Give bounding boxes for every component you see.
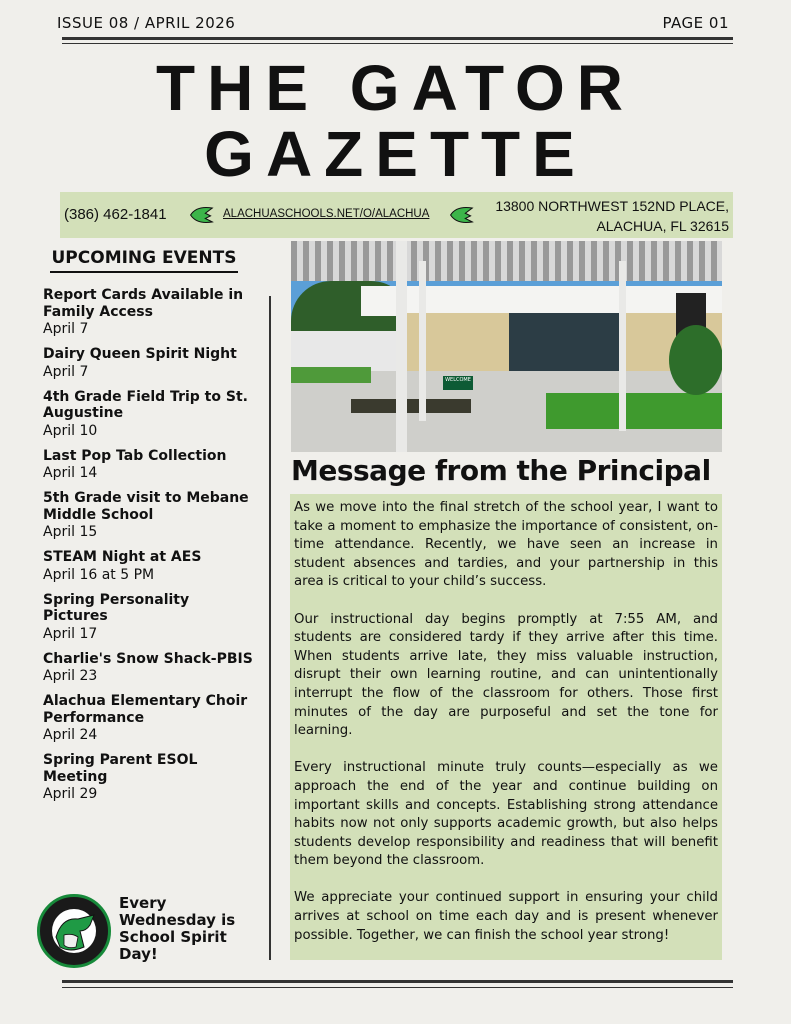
contact-bar [60, 192, 733, 238]
event-date: April 24 [43, 727, 98, 743]
event-item [43, 693, 258, 745]
message-paragraph: Our instructional day begins promptly at 7:55 AM, and students are considered tardy if they arrive after this time. When students arrive late, they miss valuable instruction, disrupt their own learning routine, and can unintentionally interrupt the flow of the classroom for others. Those first minutes of the day are purposeful and set the tone for learning. [294, 611, 718, 739]
event-name: Charlie's Snow Shack-PBIS [43, 650, 253, 667]
events-heading: UPCOMING EVENTS [50, 248, 238, 273]
event-name: Last Pop Tab Collection [43, 447, 227, 464]
message-paragraph: Every instructional minute truly counts—especially as we approach the end of the year and continue building on important skills and concepts. Establishing strong attendance habits now not only supports academic growth, but also helps students develop responsibility and readiness that will benefit them beyond the classroom. [294, 760, 718, 869]
event-item [43, 549, 258, 585]
message-heading: Message from the Principal [291, 454, 711, 487]
event-item [43, 651, 258, 687]
phone: (386) 462-1841 [64, 206, 167, 223]
school-logo [37, 894, 111, 968]
event-item [43, 448, 258, 484]
events-list [43, 287, 258, 811]
address [495, 196, 729, 236]
column-divider [269, 296, 271, 960]
event-date: April 16 at 5 PM [43, 566, 155, 583]
event-name: Dairy Queen Spirit Night [43, 346, 237, 362]
event-date: April 14 [43, 465, 98, 481]
divider [62, 980, 733, 983]
event-name: 5th Grade visit to Mebane Middle School [43, 490, 249, 523]
event-name: Report Cards Available in Family Access [43, 287, 244, 320]
event-name: Spring Parent ESOL Meeting [43, 752, 198, 785]
alligator-mascot-icon [40, 897, 108, 965]
event-date: April 10 [43, 422, 98, 439]
address-line2: ALACHUA, FL 32615 [596, 218, 729, 234]
gator-footprint-icon [188, 205, 214, 225]
spirit-day-note: Every Wednesday is School Spirit Day! [119, 894, 236, 963]
event-date: April 23 [43, 668, 98, 684]
event-date: April 17 [43, 625, 98, 642]
message-paragraph: As we move into the final stretch of the school year, I want to take a moment to emphasize the importance of consistent, on-time attendance. Recently, we have seen an increase in student absences and tardies, and your partnership in this area is critical to your child’s success. [294, 500, 718, 590]
event-item [43, 490, 258, 542]
event-date: April 29 [43, 786, 98, 802]
event-date: April 7 [43, 363, 89, 380]
masthead-title-line2: GAZETTE [204, 118, 587, 190]
masthead-title-line1: THE GATOR [156, 52, 635, 124]
school-photo [291, 241, 722, 452]
event-item [43, 752, 258, 804]
gator-footprint-icon [448, 205, 474, 225]
divider [62, 987, 733, 988]
event-item [43, 592, 258, 644]
divider [62, 37, 733, 40]
address-line1: 13800 NORTHWEST 152ND PLACE, [495, 198, 729, 214]
event-name: Spring Personality Pictures [43, 591, 190, 624]
event-date: April 15 [43, 524, 98, 540]
principal-message [290, 494, 722, 960]
website-link[interactable]: ALACHUASCHOOLS.NET/O/ALACHUA [223, 208, 430, 220]
event-name: Alachua Elementary Choir Performance [43, 693, 248, 726]
event-name: STEAM Night at AES [43, 549, 202, 565]
event-item [43, 346, 258, 382]
divider [62, 43, 733, 44]
event-name: 4th Grade Field Trip to St. Augustine [43, 388, 248, 421]
message-paragraph: We appreciate your continued support in ensuring your child arrives at school on time each day and is present whenever possible. Together, we can finish the school year strong! [294, 890, 718, 943]
issue-label: ISSUE 08 / APRIL 2026 [57, 14, 236, 32]
event-item [43, 287, 258, 339]
event-item [43, 389, 258, 441]
event-date: April 7 [43, 321, 89, 337]
welcome-sign: WELCOME [443, 376, 473, 390]
page-number: PAGE 01 [662, 14, 729, 32]
